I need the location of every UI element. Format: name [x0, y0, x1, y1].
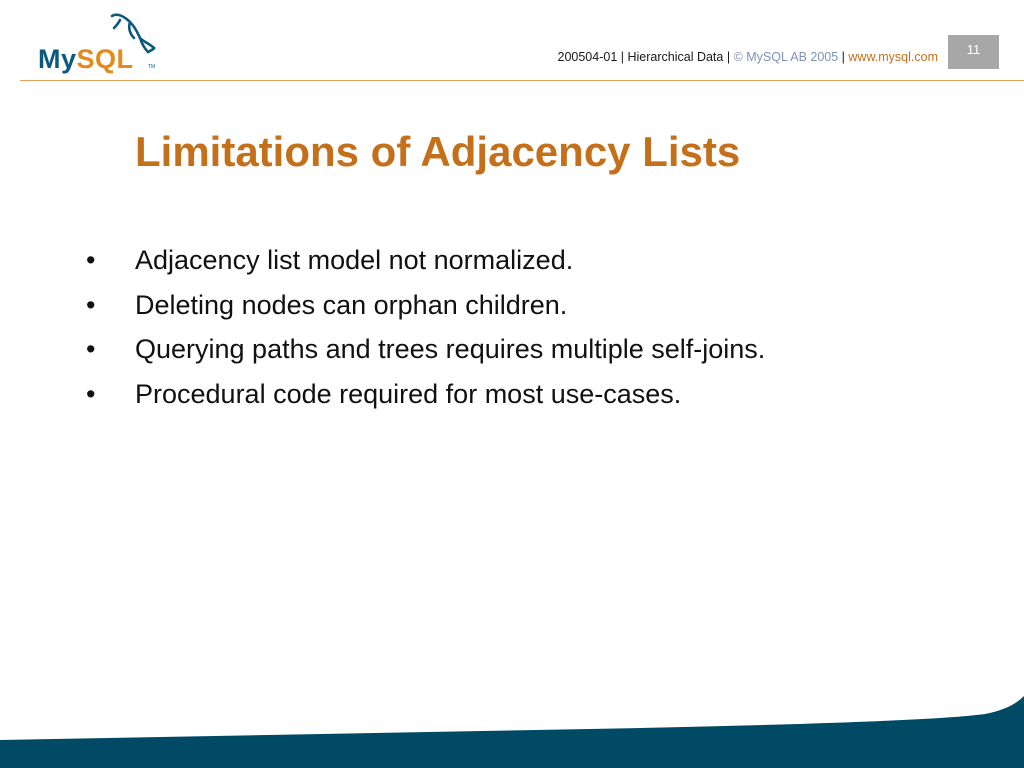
bullet-text: Procedural code required for most use-cases.	[135, 378, 682, 409]
doc-id: 200504-01	[557, 50, 618, 64]
svg-text:MySQL	[38, 44, 134, 74]
header-divider	[20, 80, 1024, 81]
logo-text-my: My	[38, 44, 77, 74]
bullet-glyph: •	[86, 245, 96, 275]
bullet-glyph: •	[86, 289, 96, 320]
page-number: 11	[948, 35, 999, 69]
bullet-text: Deleting nodes can orphan children.	[135, 289, 568, 320]
bullet-glyph: •	[86, 378, 96, 409]
header-separator: |	[723, 50, 734, 64]
logo-text-sql: SQL	[76, 44, 134, 74]
copyright-text: © MySQL AB 2005	[733, 50, 839, 64]
header-info	[558, 50, 939, 64]
bullet-glyph: •	[86, 334, 96, 364]
slide-title: Limitations of Adjacency Lists	[135, 128, 741, 175]
mysql-logo	[36, 8, 164, 78]
bullet-text: Adjacency list model not normalized.	[135, 245, 574, 275]
header-separator: |	[838, 50, 849, 64]
bullet-text: Querying paths and trees requires multiple self-joins.	[135, 334, 766, 364]
website-link[interactable]: www.mysql.com	[848, 50, 938, 64]
section-name: Hierarchical Data	[627, 50, 724, 64]
header-separator: |	[617, 50, 628, 64]
logo-trademark: TM	[148, 64, 156, 70]
